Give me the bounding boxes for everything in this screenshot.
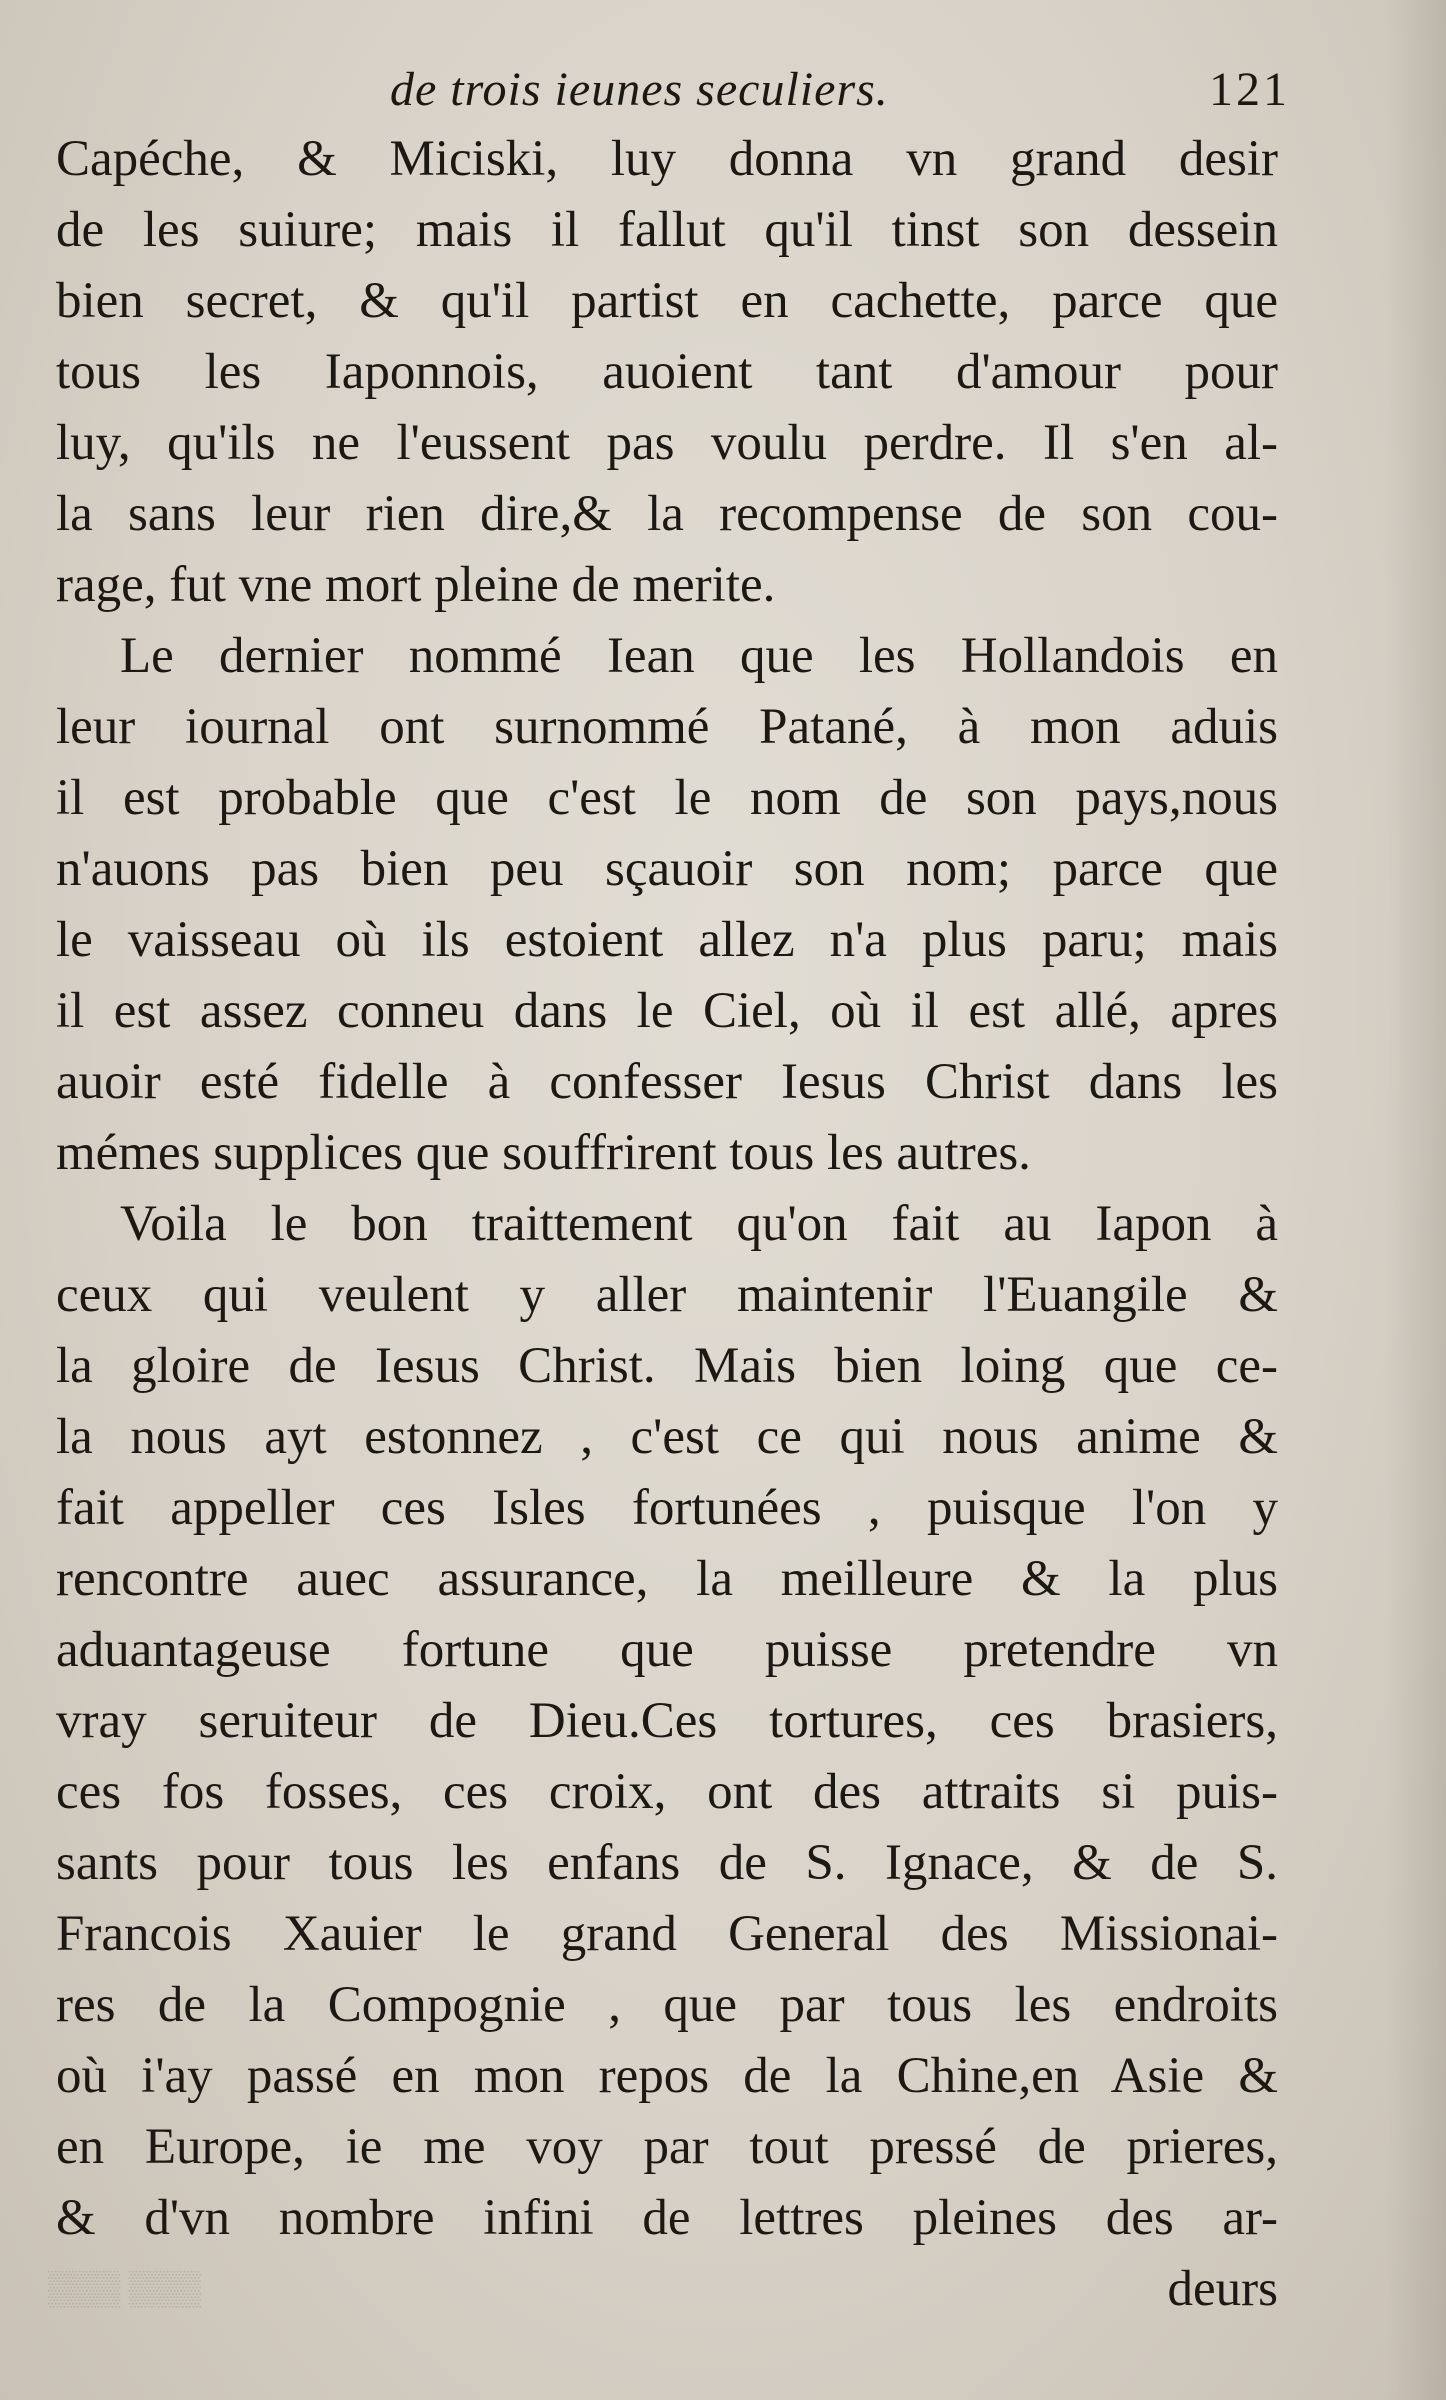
text-line: aduantageuse fortune que puisse pretendre vn (56, 1622, 1278, 1678)
text-line: ceux qui veulent y aller maintenir l'Euangile & (56, 1267, 1278, 1323)
text-line: où i'ay passé en mon repos de la Chine,en Asie & (56, 2048, 1278, 2104)
text-line: rencontre auec assurance, la meilleure & la plus (56, 1551, 1278, 1607)
text-line: Voila le bon traittement qu'on fait au Iapon à (120, 1196, 1278, 1252)
text-line: Le dernier nommé Iean que les Hollandois en (120, 628, 1278, 684)
text-line: mémes supplices que souffrirent tous les autres. (56, 1125, 1031, 1181)
running-title: de trois ieunes seculiers. (390, 63, 889, 116)
page-header (60, 62, 1290, 132)
page-number: 121 (1209, 63, 1290, 116)
text-line: & d'vn nombre infini de lettres pleines des ar- (56, 2190, 1278, 2246)
text-line: le vaisseau où ils estoient allez n'a plus paru; mais (56, 912, 1278, 968)
text-line: luy, qu'ils ne l'eussent pas voulu perdre. Il s'en al- (56, 415, 1278, 471)
text-line: vray seruiteur de Dieu.Ces tortures, ces brasiers, (56, 1693, 1278, 1749)
catchword: deurs (1167, 2261, 1278, 2317)
show-through-ink: ▒▒▒ ▒▒▒ (48, 2270, 202, 2307)
text-line: res de la Compognie , que par tous les endroits (56, 1977, 1278, 2033)
text-line: de les suiure; mais il fallut qu'il tinst son dessein (56, 202, 1278, 258)
text-line: Capéche, & Miciski, luy donna vn grand desir (56, 131, 1278, 187)
text-line: fait appeller ces Isles fortunées , puisque l'on y (56, 1480, 1278, 1536)
text-line: la sans leur rien dire,& la recompense de son cou- (56, 486, 1278, 542)
text-line: leur iournal ont surnommé Patané, à mon aduis (56, 699, 1278, 755)
text-line: en Europe, ie me voy par tout pressé de prieres, (56, 2119, 1278, 2175)
text-line: tous les Iaponnois, auoient tant d'amour pour (56, 344, 1278, 400)
text-block (56, 124, 1278, 2325)
text-line: il est assez conneu dans le Ciel, où il est allé, apres (56, 983, 1278, 1039)
text-line: bien secret, & qu'il partist en cachette, parce que (56, 273, 1278, 329)
text-line: auoir esté fidelle à confesser Iesus Christ dans les (56, 1054, 1278, 1110)
text-line: n'auons pas bien peu sçauoir son nom; parce que (56, 841, 1278, 897)
text-line: la gloire de Iesus Christ. Mais bien loing que ce- (56, 1338, 1278, 1394)
text-line: ces fos fosses, ces croix, ont des attraits si puis- (56, 1764, 1278, 1820)
text-line: la nous ayt estonnez , c'est ce qui nous anime & (56, 1409, 1278, 1465)
text-line: rage, fut vne mort pleine de merite. (56, 557, 776, 613)
text-line: il est probable que c'est le nom de son pays,nous (56, 770, 1278, 826)
page-edge-shadow (1386, 0, 1446, 2400)
text-line: Francois Xauier le grand General des Missionai- (56, 1906, 1278, 1962)
text-line: sants pour tous les enfans de S. Ignace, & de S. (56, 1835, 1278, 1891)
